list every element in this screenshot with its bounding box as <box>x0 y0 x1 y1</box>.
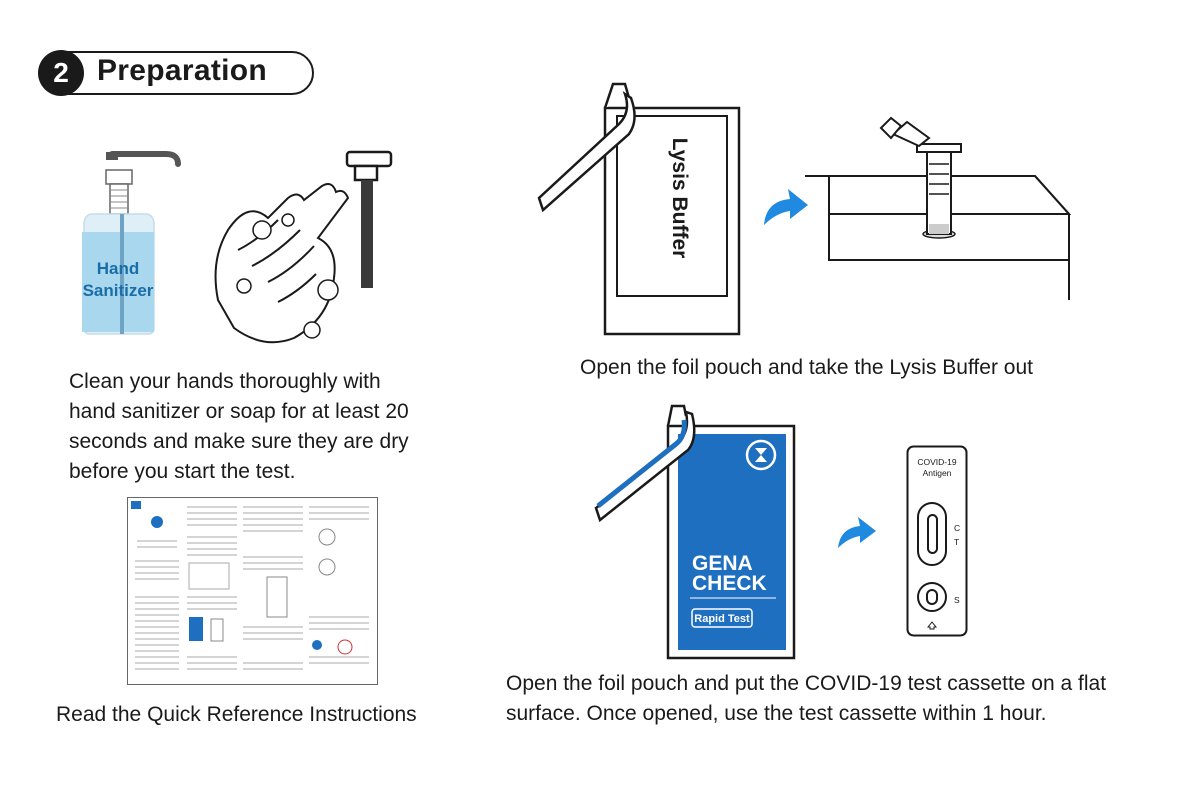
lysis-buffer-label: Lysis Buffer <box>668 137 691 259</box>
cassette-mark-t: T <box>954 537 960 547</box>
sanitizer-label-line2: Sanitizer <box>82 281 154 300</box>
test-cassette-illustration <box>906 445 968 637</box>
lysis-buffer-pouch-illustration <box>533 80 743 335</box>
read-instructions-caption: Read the Quick Reference Instructions <box>56 703 417 726</box>
washing-hands-illustration <box>208 190 358 360</box>
cassette-caption: Open the foil pouch and put the COVID-19 test cassette on a flat surface. Once opened, use the test cassette within 1 hour. <box>506 672 1107 725</box>
quick-reference-leaflet <box>127 497 378 685</box>
cassette-mark-c: C <box>954 523 961 533</box>
hand-sanitizer-illustration <box>76 148 186 338</box>
cassette-mark-s: S <box>954 595 960 605</box>
step-number-badge: 2 <box>38 50 84 96</box>
gena-brand-line1: GENA <box>692 552 753 575</box>
sanitizer-label-line1: Hand <box>96 259 140 278</box>
lysis-buffer-tube-on-table-illustration <box>805 112 1075 302</box>
section-title: Preparation <box>97 54 268 87</box>
gena-brand-line2: CHECK <box>692 572 767 595</box>
lysis-buffer-caption: Open the foil pouch and take the Lysis Buffer out <box>580 356 1033 379</box>
clean-hands-caption: Clean your hands thoroughly with hand sanitizer or soap for at least 20 seconds and make sure they are dry before you start the test. <box>69 370 409 483</box>
cassette-title-line2: Antigen <box>922 468 952 478</box>
gena-check-pouch-illustration <box>580 398 805 663</box>
faucet-illustration <box>345 150 395 290</box>
curved-arrow-icon-2 <box>836 512 878 550</box>
cassette-title-line1: COVID-19 <box>917 457 957 467</box>
gena-tag: Rapid Test <box>694 613 750 625</box>
